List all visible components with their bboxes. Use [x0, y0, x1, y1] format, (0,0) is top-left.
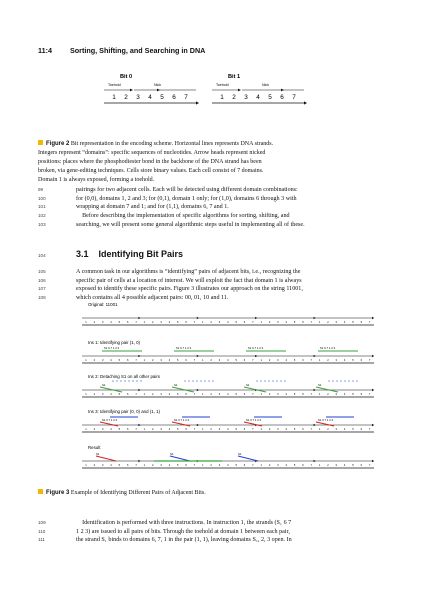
domain-digit: 5 — [177, 393, 179, 396]
domain-digit: 2 — [152, 359, 154, 362]
domain-digit: 2 — [152, 393, 154, 396]
domain-digit: 6 — [172, 94, 176, 101]
figure-2-caption-label: Figure 2 — [46, 141, 70, 147]
line-number: 105 — [38, 269, 46, 274]
domain-digit: 3 — [101, 428, 104, 431]
domain-digit: 1 — [260, 464, 262, 467]
line-number: 109 — [38, 520, 46, 525]
domain-digit: 6 — [360, 464, 363, 467]
domain-digit: 1 — [85, 359, 87, 362]
domain-digit: 6 — [243, 321, 246, 324]
domain-digit: 2 — [268, 428, 271, 431]
domain-digit: 5 — [293, 464, 296, 467]
strand-domains: S1 — [170, 452, 174, 456]
domain-digit: 3 — [160, 321, 162, 324]
domain-digit: 6 — [302, 359, 304, 362]
arrowhead-icon — [255, 317, 257, 319]
domain-digit: 3 — [335, 359, 338, 362]
domain-digit: 1 — [143, 359, 146, 362]
toehold-label: Toehold — [216, 83, 229, 87]
domain-digit: 4 — [285, 464, 287, 467]
domain-digit: 4 — [110, 321, 112, 324]
domain-digit: 2 — [124, 94, 128, 101]
strand-domains: S1 6 7 1 2 3 — [176, 346, 192, 350]
line-number: 104 — [38, 253, 46, 258]
line-number: 103 — [38, 221, 46, 227]
domain-digit: 1 — [220, 94, 224, 101]
domain-digit: 3 — [218, 393, 221, 396]
domain-digit: 6 — [185, 359, 187, 362]
domain-digit: 3 — [277, 393, 279, 396]
line-number: 102 — [38, 213, 46, 219]
domain-digit: 4 — [285, 393, 287, 396]
domain-digit: 5 — [118, 393, 121, 396]
domain-digit: 4 — [148, 94, 152, 101]
bit-label: Bit 0 — [120, 74, 133, 80]
domain-digit: 4 — [343, 464, 346, 467]
domain-digit: 7 — [292, 94, 296, 101]
line-number: 106 — [38, 277, 46, 283]
domain-digit: 4 — [168, 321, 171, 324]
domain-digit: 5 — [235, 321, 237, 324]
arrowhead-icon — [372, 424, 374, 426]
domain-digit: 2 — [152, 428, 154, 431]
toehold-label: Toehold — [108, 83, 121, 87]
domain-digit: 1 — [143, 393, 146, 396]
domain-digit: 5 — [352, 393, 354, 396]
domain-digit: 1 — [143, 321, 146, 324]
domain-digit: 6 — [126, 464, 129, 467]
arrowhead-icon — [138, 424, 140, 426]
domain-digit: 6 — [126, 359, 129, 362]
bit-label: Bit 1 — [228, 74, 241, 80]
domain-digit: 7 — [135, 321, 137, 324]
caption-marker-icon — [38, 489, 43, 494]
page-number: 11:4 — [38, 46, 52, 55]
domain-digit: 5 — [118, 464, 121, 467]
domain-digit: 5 — [118, 359, 121, 362]
text-line: pairings for two adjacent cells. Each will be detected using different domain combinations: — [76, 187, 298, 193]
domain-digit: 4 — [110, 428, 112, 431]
domain-digit: 4 — [227, 359, 229, 362]
domain-digit: 1 — [85, 321, 87, 324]
domain-digit: 2 — [93, 321, 96, 324]
result-strand — [238, 456, 258, 461]
domain-digit: 7 — [310, 321, 312, 324]
domain-digit: 2 — [93, 393, 96, 396]
caption-line: Domain 1 is always exposed, forming a toehold. — [38, 177, 155, 183]
domain-digit: 1 — [318, 428, 321, 431]
domain-digit: 6 — [360, 428, 363, 431]
domain-digit: 7 — [193, 464, 196, 467]
domain-digit: 6 — [126, 393, 129, 396]
strand-domains: S1 — [174, 383, 178, 387]
domain-digit: 2 — [152, 464, 154, 467]
domain-digit: 1 — [202, 393, 204, 396]
text-line: which contains all 4 possible adjacent pairs: 00, 01, 10 and 11. — [76, 295, 229, 302]
caption-text: Example of Identifying Different Pairs of Adjacent Bits. — [70, 490, 206, 496]
caption-line: Integers represent “domains”: specific sequences of nucleotides. Arrow heads represent nicked — [38, 150, 266, 156]
red-strand — [316, 422, 334, 426]
domain-digit: 1 — [318, 393, 321, 396]
domain-digit: 7 — [368, 359, 371, 362]
caption-line: positions: places where the phosphodiester bond in the backbone of the DNA strand has been — [38, 159, 262, 165]
domain-digit: 2 — [210, 393, 212, 396]
domain-digit: 2 — [268, 359, 271, 362]
figure-3-caption — [38, 489, 386, 498]
domain-digit: 7 — [252, 359, 254, 362]
domain-digit: 3 — [101, 359, 104, 362]
domain-digit: 5 — [118, 428, 121, 431]
domain-digit: 7 — [368, 393, 371, 396]
arrowhead-icon — [372, 389, 374, 391]
domain-digit: 3 — [160, 428, 162, 431]
domain-digit: 3 — [244, 94, 248, 101]
domain-digit: 6 — [185, 321, 187, 324]
domain-digit: 7 — [368, 464, 371, 467]
domain-digit: 3 — [335, 428, 338, 431]
arrowhead-icon — [314, 355, 316, 357]
domain-digit: 1 — [202, 464, 204, 467]
domain-digit: 3 — [335, 393, 338, 396]
domain-digit: 6 — [185, 464, 187, 467]
strand-domains: S1 — [246, 383, 250, 387]
domain-digit: 3 — [101, 464, 104, 467]
domain-digit: 1 — [85, 464, 87, 467]
strand-domains: S1 6 7 1 2 3 — [248, 346, 264, 350]
panel-label: Original: 11001 — [88, 302, 118, 307]
domain-digit: 2 — [268, 464, 271, 467]
text-line: A common task in our algorithms is “identifying” pairs of adjacent bits, i.e., recognizing the — [76, 269, 301, 275]
domain-digit: 3 — [277, 428, 279, 431]
domain-digit: 5 — [177, 464, 179, 467]
domain-digit: 3 — [277, 359, 279, 362]
domain-digit: 7 — [310, 393, 312, 396]
panel-label: Result — [88, 445, 101, 450]
domain-digit: 2 — [93, 428, 96, 431]
arrowhead-icon — [314, 317, 316, 319]
domain-digit: 1 — [143, 428, 146, 431]
green-strand — [100, 387, 122, 392]
arrowhead-icon — [372, 317, 374, 319]
domain-digit: 2 — [268, 321, 271, 324]
panel-label: Ins 2: Detaching S1 on all other pairs — [88, 374, 160, 379]
line-number: 101 — [38, 204, 46, 210]
domain-digit: 5 — [293, 321, 296, 324]
domain-digit: 6 — [185, 393, 187, 396]
domain-digit: 3 — [218, 359, 221, 362]
domain-digit: 6 — [243, 359, 246, 362]
domain-digit: 2 — [210, 359, 212, 362]
domain-digit: 4 — [343, 393, 346, 396]
domain-digit: 4 — [168, 428, 171, 431]
domain-digit: 1 — [143, 464, 146, 467]
domain-digit: 1 — [260, 321, 262, 324]
panel-label: Ins 1: Identifying pair (1, 0) — [88, 340, 140, 345]
domain-digit: 2 — [93, 359, 96, 362]
arrowhead-icon — [372, 460, 374, 462]
domain-digit: 5 — [268, 94, 272, 101]
domain-digit: 7 — [252, 321, 254, 324]
arrowhead-icon — [138, 355, 140, 357]
domain-digit: 4 — [285, 428, 287, 431]
strand-domains: S1 6 7 1 2 3 — [318, 418, 334, 422]
domain-digit: 7 — [135, 464, 137, 467]
domain-digit: 4 — [343, 428, 346, 431]
domain-digit: 3 — [218, 428, 221, 431]
domain-digit: 5 — [352, 428, 354, 431]
domain-digit: 6 — [302, 464, 304, 467]
domain-digit: 7 — [368, 321, 371, 324]
domain-digit: 3 — [218, 321, 221, 324]
domain-digit: 3 — [101, 321, 104, 324]
text-line: exposed to identify these specific pairs. Figure 3 illustrates our approach on the string 11001, — [76, 286, 303, 293]
strand-domains: S1 6 7 1 2 3 — [246, 418, 262, 422]
domain-digit: 2 — [93, 464, 96, 467]
domain-digit: 3 — [277, 321, 279, 324]
domain-digit: 7 — [184, 94, 188, 101]
domain-digit: 1 — [112, 94, 116, 101]
domain-digit: 2 — [327, 321, 329, 324]
strand-domains: S1 — [318, 383, 322, 387]
panel-label: Ins 3: Identifying pair (0, 0) and (1, 1) — [88, 409, 160, 414]
domain-digit: 5 — [235, 359, 237, 362]
domain-digit: 1 — [260, 393, 262, 396]
domain-digit: 4 — [168, 464, 171, 467]
arrowhead-icon — [138, 317, 140, 319]
domain-digit: 5 — [177, 321, 179, 324]
red-strand — [244, 422, 262, 426]
domain-digit: 5 — [352, 359, 354, 362]
green-strand — [172, 387, 194, 392]
domain-digit: 3 — [218, 464, 221, 467]
domain-digit: 2 — [327, 393, 329, 396]
line-number: 108 — [38, 295, 46, 301]
domain-digit: 1 — [202, 428, 204, 431]
domain-digit: 2 — [327, 428, 329, 431]
nick-label: Nick — [262, 83, 269, 87]
domain-digit: 4 — [110, 393, 112, 396]
domain-digit: 3 — [277, 464, 279, 467]
domain-digit: 2 — [210, 321, 212, 324]
text-line: wrapping at domain 7 and 1; and for (1,1), domains 6, 7 and 1. — [76, 204, 229, 211]
domain-digit: 6 — [185, 428, 187, 431]
domain-digit: 2 — [327, 464, 329, 467]
strand-domains: S1 — [96, 452, 100, 456]
domain-digit: 1 — [260, 428, 262, 431]
domain-digit: 5 — [235, 393, 237, 396]
domain-digit: 7 — [310, 464, 312, 467]
domain-digit: 5 — [352, 464, 354, 467]
domain-digit: 6 — [243, 428, 246, 431]
domain-digit: 5 — [160, 94, 164, 101]
domain-digit: 6 — [243, 393, 246, 396]
running-title: Sorting, Shifting, and Searching in DNA — [70, 46, 206, 55]
domain-digit: 2 — [152, 321, 154, 324]
domain-digit: 5 — [293, 393, 296, 396]
result-strand — [96, 456, 116, 461]
domain-digit: 6 — [126, 321, 129, 324]
arrowhead-icon — [314, 424, 316, 426]
domain-digit: 1 — [202, 321, 204, 324]
arrowhead-icon — [197, 389, 199, 391]
line-number: 100 — [38, 195, 46, 201]
domain-digit: 5 — [293, 428, 296, 431]
domain-digit: 7 — [193, 359, 196, 362]
domain-digit: 1 — [85, 393, 87, 396]
domain-digit: 6 — [243, 464, 246, 467]
domain-digit: 2 — [210, 464, 212, 467]
line-number: 111 — [38, 537, 45, 543]
domain-digit: 2 — [327, 359, 329, 362]
domain-digit: 4 — [227, 464, 229, 467]
domain-digit: 6 — [360, 359, 363, 362]
strand-domains: S1 6 7 1 2 3 — [102, 418, 118, 422]
domain-digit: 6 — [360, 393, 363, 396]
domain-digit: 5 — [352, 321, 354, 324]
arrowhead-icon — [197, 317, 199, 319]
text-line: for (0,0), domains 1, 2 and 3; for (0,1), domain 1 only; for (1,0), domains 6 through 3 with — [76, 195, 297, 202]
arrowhead-icon — [138, 389, 140, 391]
domain-digit: 2 — [232, 94, 236, 101]
result-strand — [170, 456, 190, 461]
domain-digit: 2 — [210, 428, 212, 431]
domain-digit: 7 — [252, 464, 254, 467]
domain-digit: 2 — [268, 393, 271, 396]
domain-digit: 6 — [126, 428, 129, 431]
domain-digit: 5 — [118, 321, 121, 324]
domain-digit: 5 — [235, 428, 237, 431]
caption-line: Bit representation in the encoding scheme. Horizontal lines represents DNA strands. — [70, 141, 274, 147]
arrowhead-icon — [314, 460, 316, 462]
domain-digit: 7 — [135, 359, 137, 362]
domain-digit: 7 — [193, 321, 196, 324]
domain-digit: 6 — [302, 393, 304, 396]
domain-digit: 3 — [335, 321, 338, 324]
arrowhead-icon — [372, 355, 374, 357]
figure-3-panels — [82, 302, 374, 468]
domain-digit: 4 — [285, 359, 287, 362]
domain-digit: 6 — [360, 321, 363, 324]
strand-domains: S1 — [102, 383, 106, 387]
text-line: the strand S₁ binds to domains 6, 7, 1 in the pair (1, 1), leaving domains S₁, 2, 3 open. In — [76, 537, 292, 544]
domain-digit: 4 — [343, 321, 346, 324]
domain-digit: 3 — [335, 464, 338, 467]
domain-digit: 4 — [110, 464, 112, 467]
domain-digit: 3 — [101, 393, 104, 396]
domain-digit: 5 — [177, 428, 179, 431]
domain-digit: 6 — [302, 321, 304, 324]
domain-digit: 4 — [168, 359, 171, 362]
domain-digit: 1 — [318, 321, 321, 324]
red-strand — [172, 422, 190, 426]
arrowhead-icon — [138, 460, 140, 462]
domain-digit: 3 — [160, 464, 162, 467]
domain-digit: 4 — [285, 321, 287, 324]
domain-digit: 6 — [302, 428, 304, 431]
domain-digit: 7 — [135, 428, 137, 431]
domain-digit: 7 — [368, 428, 371, 431]
domain-digit: 4 — [256, 94, 260, 101]
domain-digit: 4 — [227, 321, 229, 324]
domain-digit: 7 — [135, 393, 137, 396]
strand-domains: S1 6 7 1 2 3 — [104, 346, 120, 350]
nick-label: Nick — [154, 83, 161, 87]
figure-3-caption-label: Figure 3 — [46, 490, 70, 496]
domain-digit: 1 — [85, 428, 87, 431]
red-strand — [100, 422, 118, 426]
text-line: specific pair of cells at a location of interest. We will exploit the fact that domain 1 is always — [76, 277, 302, 284]
arrowhead-icon — [197, 424, 199, 426]
domain-digit: 7 — [193, 428, 196, 431]
domain-digit: 7 — [310, 359, 312, 362]
domain-digit: 6 — [280, 94, 284, 101]
text-line: Identification is performed with three instructions. In instruction 1, the strands (S₁ 6 7 — [76, 520, 292, 526]
domain-digit: 4 — [227, 393, 229, 396]
caption-line: broken, via gene-editing techniques. Cells store binary values. Each cell consist of 7 domains. — [38, 168, 264, 174]
section-title: Identifying Bit Pairs — [98, 249, 184, 259]
text-line: Before describing the implementation of specific algorithms for sorting, shifting, and — [76, 213, 290, 220]
text-line: searching, we will present some general algorithmic steps useful in implementing all of these. — [76, 221, 305, 228]
domain-digit: 4 — [343, 359, 346, 362]
domain-digit: 4 — [110, 359, 112, 362]
domain-digit: 1 — [202, 359, 204, 362]
domain-digit: 1 — [318, 359, 321, 362]
section-number: 3.1 — [76, 249, 89, 259]
domain-digit: 7 — [252, 428, 254, 431]
domain-digit: 4 — [227, 428, 229, 431]
domain-digit: 7 — [252, 393, 254, 396]
domain-digit: 3 — [136, 94, 140, 101]
green-strand — [244, 387, 266, 392]
domain-digit: 1 — [318, 464, 321, 467]
domain-digit: 5 — [177, 359, 179, 362]
domain-digit: 4 — [168, 393, 171, 396]
line-number: 99 — [38, 187, 44, 192]
domain-digit: 3 — [160, 393, 162, 396]
domain-digit: 5 — [293, 359, 296, 362]
domain-digit: 7 — [193, 393, 196, 396]
strand-domains: S1 6 7 1 2 3 — [174, 418, 190, 422]
text-line: 1 2 3) are issued to all pairs of bits. Through the toehold at domain 1 between each pair, — [76, 528, 290, 535]
domain-digit: 7 — [310, 428, 312, 431]
domain-digit: 3 — [160, 359, 162, 362]
arrowhead-icon — [314, 389, 316, 391]
line-number: 107 — [38, 286, 46, 292]
green-strand — [316, 387, 338, 392]
line-number: 110 — [38, 528, 46, 534]
arrowhead-icon — [255, 355, 257, 357]
domain-digit: 5 — [235, 464, 237, 467]
domain-digit: 1 — [260, 359, 262, 362]
arrowhead-icon — [197, 355, 199, 357]
strand-domains: S1 — [238, 452, 242, 456]
strand-domains: S1 6 7 1 2 3 — [320, 346, 336, 350]
